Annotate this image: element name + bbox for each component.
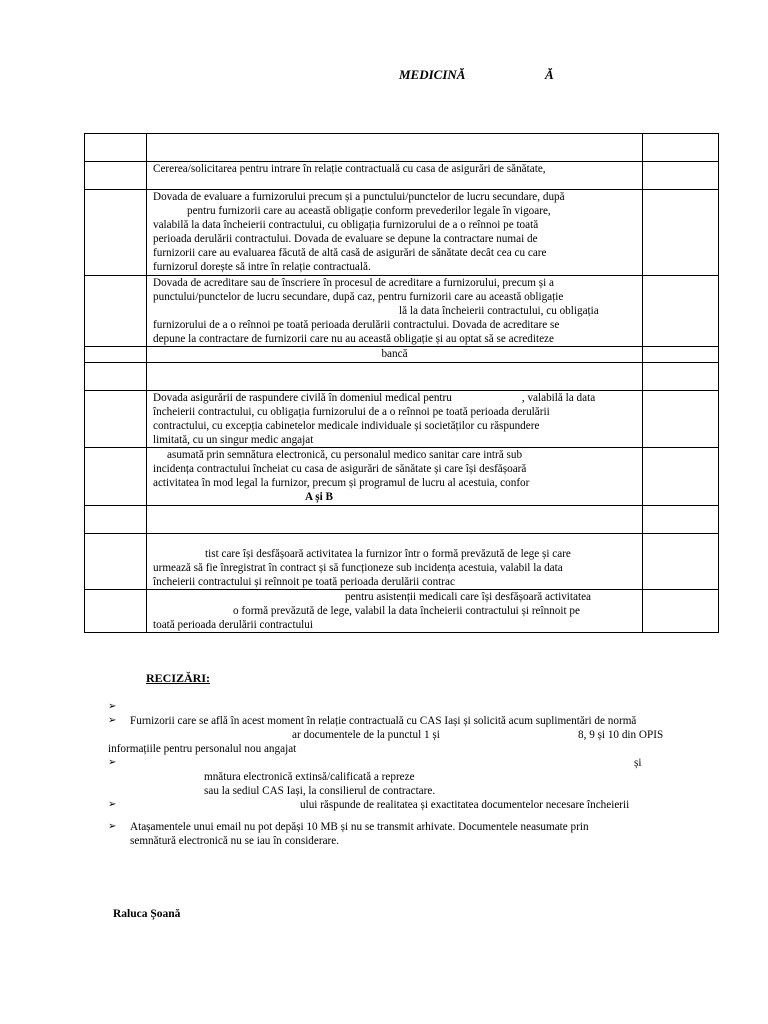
table-row (85, 363, 719, 391)
table-row (85, 347, 719, 363)
table-row (85, 276, 719, 347)
note-item: ➢ Atașamentele unui email nu pot depăși 10 MB și nu se transmit arhivate. Documentele neasumate prin semnătură electronică nu se iau în considerare. (108, 821, 589, 847)
arrow-bullet-icon: ➢ (108, 715, 117, 726)
note-item (108, 700, 714, 714)
table-row (85, 162, 719, 190)
table-cell-number (85, 134, 147, 162)
table-cell-document (147, 134, 643, 162)
table-row (85, 506, 719, 534)
note-item: ➢ și mnătura electronică extinsă/calificată a repreze sau la sediul CAS Iași, la consilierul de contractare. (108, 757, 642, 797)
table-cell-document: bancă (147, 347, 643, 363)
signature-name: Raluca Șoană (113, 908, 181, 920)
table-row (85, 534, 719, 590)
title-suffix: Ă (545, 67, 554, 82)
table-cell-document: asumată prin semnătura electronică, cu personalul medico sanitar care intră sub incidența contractului încheiat cu casa de asigurări de sănătate și care își desfășoară activitatea în mod legal la furnizor, precum și programul de lucru al acestuia, confor A și B (147, 448, 643, 506)
notes-heading: RECIZĂRI: (146, 671, 211, 685)
arrow-bullet-icon: ➢ (108, 821, 117, 832)
table-cell-document: pentru asistenții medicali care își desfășoară activitatea o formă prevăzută de lege, valabil la data încheierii contractului și reînnoit pe toată perioada derulării contractului (147, 590, 643, 633)
table-row (85, 134, 719, 162)
document-title (0, 67, 768, 87)
table-cell-document: Dovada asigurării de raspundere civilă în domeniul medical pentru , valabilă la data încheierii contractului, cu obligația furnizorului de a o reînnoi pe toată perioada derulării contractului, cu excepția cabinetelor medicale individuale și societăților cu răspundere limitată, cu un singur medic angajat (147, 391, 643, 448)
arrow-bullet-icon: ➢ (108, 799, 117, 810)
table-row (85, 448, 719, 506)
title-medicina: MEDICINĂ (399, 67, 466, 82)
note-item: ➢ ului răspunde de realitatea și exactitatea documentelor necesare încheierii (108, 799, 630, 811)
table-row (85, 590, 719, 633)
table-cell-document: Dovada de evaluare a furnizorului precum și a punctului/punctelor de lucru secundare, după pentru furnizorii care au această obligație conform prevederilor legale în vigoare, valabilă la data încheierii contractului, cu obligația furnizorului de a o reînnoi pe toată perioada derulării contractului. Dovada de evaluare se depune la contractare numai de furnizorii care au evaluarea făcută de altă casă de asigurări de sănătate decât cea cu care furnizorul dorește să intre în relație contractuală. (147, 190, 643, 276)
table-row (85, 190, 719, 276)
notes-list: ➢ ➢ Furnizorii care se află în acest moment în relație contractuală cu CAS Iași și solicită acum suplimentări de normă ar documentele de la punctul 1 și 8, 9 și 10 din OPIS informațiile pentru personalul nou angajat ➢ și mnătura electronică extinsă/calificată a repreze sau la sediul CAS Iași, la consilierul de contractare. ➢ ului răspunde de realitatea și exactitatea documentelor necesare încheierii ➢ Atașamentele unui email nu pot depăși 10 MB și nu se transmit arhivate. Documentele neasumate prin semnătură electronică nu se iau în considerare. (108, 700, 714, 848)
table-row (85, 391, 719, 448)
documents-table (84, 133, 719, 633)
table-cell-document: Dovada de acreditare sau de înscriere în procesul de acreditare a furnizorului, precum și a punctului/punctelor de lucru secundare, după caz, pentru furnizorii care au această obligație lă la data încheierii contractului, cu obligația furnizorului de a o reînnoi pe toată perioada derulării contractului. Dovada de acreditare se depune la contractare de furnizorii care nu au această obligație și au optat să se acrediteze (147, 276, 643, 347)
table-cell-document: Cererea/solicitarea pentru intrare în relație contractuală cu casa de asigurări de sănătate, (147, 162, 643, 190)
arrow-bullet-icon: ➢ (108, 757, 117, 768)
note-item: ➢ Furnizorii care se află în acest moment în relație contractuală cu CAS Iași și solicită acum suplimentări de normă ar documentele de la punctul 1 și 8, 9 și 10 din OPIS (108, 715, 664, 741)
table-cell-document: tist care își desfășoară activitatea la furnizor într o formă prevăzută de lege și care urmează să fie înregistrat în contract și să funcționeze sub incidența acestuia, valabil la data încheierii contractului și reînnoit pe toată perioada derulării contrac (147, 534, 643, 590)
table-cell-check (643, 134, 719, 162)
arrow-bullet-icon: ➢ (108, 701, 117, 712)
